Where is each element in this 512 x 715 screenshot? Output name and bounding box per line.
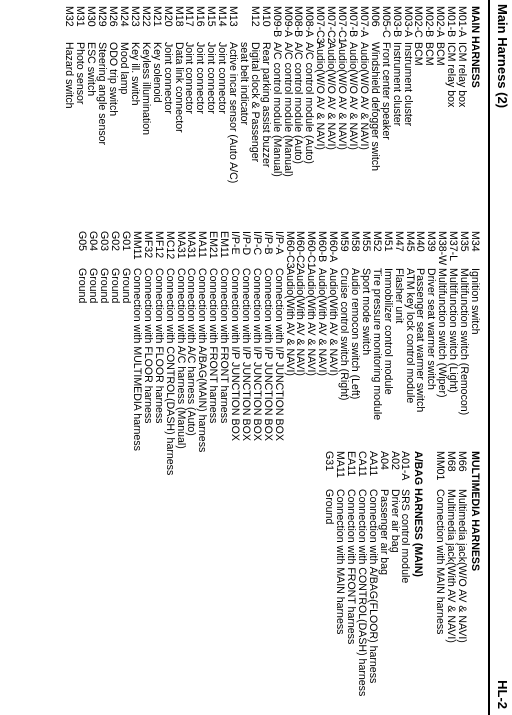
- connector-description: Audio(W/O AV & NAVI): [357, 42, 370, 150]
- connector-description: Driver air bag: [388, 489, 401, 553]
- connector-description: Instrument cluster: [390, 42, 403, 127]
- connector-row: [415, 231, 426, 475]
- connector-row: [336, 6, 347, 183]
- section-title: A/BAG HARNESS (MAIN): [412, 451, 425, 577]
- connector-code: M68: [445, 451, 458, 472]
- connector-row: [282, 6, 293, 183]
- connector-description: Connection with A/BAG(FLOOR) harness: [366, 489, 379, 684]
- connector-code: M66: [456, 451, 469, 472]
- connector-description: Connection with FRONT harness: [218, 268, 231, 424]
- column-left: [64, 6, 480, 183]
- connector-description: Joint connector: [183, 42, 196, 114]
- connector-row: [262, 231, 273, 475]
- connector-code: M06: [368, 6, 381, 27]
- connector-code: G01: [120, 231, 132, 252]
- connector-description: Connection with FRONT harness: [344, 489, 357, 645]
- connector-row: [445, 451, 456, 696]
- connector-code: M40: [414, 231, 427, 252]
- connector-description: Multifunction switch (Wiper): [436, 268, 449, 398]
- connector-code: M20: [161, 6, 174, 27]
- connector-row: [186, 231, 197, 475]
- connector-description: Audio(With AV & NAVI): [316, 268, 329, 376]
- connector-description: Joint connector: [161, 42, 174, 114]
- connector-row: [207, 231, 218, 475]
- connector-row: [323, 451, 334, 696]
- connector-description: Connection with MAIN harness: [334, 489, 347, 635]
- connector-code: M60-A: [327, 231, 340, 263]
- connector-row: [142, 231, 153, 475]
- column-middle: [76, 231, 480, 475]
- connector-row: [240, 231, 251, 475]
- connector-description: Multifunction switch (Light): [447, 268, 460, 393]
- connector-row: [295, 231, 306, 475]
- connector-row: [96, 6, 107, 183]
- connector-description: Connection with I/P JUNCTION BOX: [272, 268, 285, 441]
- connector-description: Ground: [98, 268, 111, 304]
- connector-row: [306, 231, 317, 475]
- connector-description: Ground: [87, 268, 100, 304]
- connector-row: [131, 231, 142, 475]
- connector-code: M51: [381, 231, 394, 252]
- connector-row: [314, 6, 325, 183]
- connector-code: M08-B: [292, 6, 305, 38]
- connector-row: [445, 6, 456, 183]
- connector-code: MA11: [334, 451, 347, 478]
- connector-description: Joint connector: [205, 42, 218, 114]
- connector-row: [378, 451, 389, 696]
- connector-description: Connection with CONTROL(DASH) harness: [355, 489, 368, 697]
- connector-row: [64, 6, 75, 183]
- connector-description: Active incar sensor (Auto A/C): [227, 42, 240, 184]
- connector-row: [345, 451, 356, 696]
- connector-description: Ground: [120, 268, 132, 304]
- connector-row: [456, 451, 467, 696]
- connector-code: MA31: [174, 231, 187, 259]
- connector-row: [98, 231, 109, 475]
- connector-code: M09-B: [270, 6, 283, 38]
- connector-row: [74, 6, 85, 183]
- connector-code: M59: [338, 231, 351, 252]
- connector-code: M17: [183, 6, 196, 27]
- connector-description: Front center speaker: [379, 42, 392, 140]
- connector-description: Windshield defogger switch: [368, 42, 381, 171]
- connector-code: M60-C1: [305, 231, 318, 269]
- connector-description: Steering angle sensor: [96, 42, 109, 146]
- connector-code: M10: [259, 6, 272, 27]
- connector-row: [389, 451, 400, 696]
- connector-row: [249, 6, 260, 183]
- connector-code: M23: [128, 6, 141, 27]
- connector-description: Ignition switch: [469, 268, 481, 335]
- connector-row: [85, 6, 96, 183]
- connector-description: BCM: [434, 42, 447, 66]
- connector-description: Audio(With AV & NAVI): [283, 268, 296, 376]
- connector-row: [109, 231, 120, 475]
- connector-code: M03-A: [401, 6, 414, 38]
- connector-row: [284, 231, 295, 475]
- connector-description: A/C control module (Manual): [281, 42, 294, 177]
- page-number: HL-2: [495, 680, 510, 709]
- connector-code: M09-A: [281, 6, 294, 38]
- connector-description: Rear parking assist buzzer: [259, 42, 272, 168]
- connector-row: [229, 231, 240, 475]
- connector-row: [87, 231, 98, 475]
- connector-description: Audio(With AV & NAVI): [294, 268, 307, 376]
- connector-description: Mood lamp: [118, 42, 130, 95]
- connector-code: M29: [96, 6, 109, 27]
- connector-description: Flasher unit: [392, 268, 405, 324]
- section-title: MULTIMEDIA HARNESS: [469, 451, 481, 572]
- connector-description: A/C control module (Auto): [303, 42, 316, 164]
- connector-description: Audio(W/O AV & NAVI): [314, 42, 327, 150]
- connector-description: Sport mode switch: [359, 268, 372, 356]
- connector-description: Connection with A/C harness (Auto): [185, 268, 198, 436]
- connector-description: ESC switch: [85, 42, 98, 97]
- connector-code: M08-A: [303, 6, 316, 38]
- connector-description: ATM key lock control module: [403, 268, 416, 404]
- connector-code: M32: [63, 6, 76, 27]
- connector-code: CA11: [355, 451, 368, 477]
- connector-row: [367, 451, 378, 696]
- connector-row: [238, 6, 249, 183]
- connector-description: Audio(W/O AV & NAVI): [325, 42, 338, 150]
- connector-row: [205, 6, 216, 183]
- connector-row: [304, 6, 315, 183]
- connector-row: [175, 231, 186, 475]
- connector-row: [153, 231, 164, 475]
- connector-description: Ground: [109, 268, 122, 304]
- connector-row: [216, 6, 227, 183]
- connector-code: M07-B: [347, 6, 360, 38]
- connector-row: [456, 6, 467, 183]
- connector-description: Driver seat warmer switch: [425, 268, 438, 390]
- connector-code: I/P-E: [229, 231, 242, 255]
- connector-description: Connection with MULTIMEDIA harness: [130, 268, 143, 451]
- connector-description: Connection with A/C harness (Manual): [174, 268, 187, 449]
- connector-row: [334, 451, 345, 696]
- connector-code: M16: [194, 6, 207, 27]
- section-spacer: [423, 451, 434, 696]
- connector-description: Digital clock & Passenger: [248, 42, 261, 163]
- connector-row: [434, 451, 445, 696]
- connector-code: MM11: [130, 231, 143, 260]
- header-divider: [488, 0, 490, 715]
- connector-code: M35: [458, 231, 471, 252]
- connector-code: I/P-B: [261, 231, 274, 255]
- connector-description: Passenger seat warmer switch: [414, 268, 427, 413]
- connector-code: M05-C: [379, 6, 392, 38]
- connector-code: M34: [469, 231, 481, 252]
- connector-description: Connection with I/P JUNCTION BOX: [229, 268, 242, 441]
- column-right: [323, 451, 480, 696]
- connector-code: M55: [359, 231, 372, 252]
- connector-row: [413, 6, 424, 183]
- connector-code: EM21: [207, 231, 220, 259]
- connector-code: M37-L: [447, 231, 460, 262]
- connector-code: M07-C3: [314, 6, 327, 44]
- connector-description: Audio(W/O AV & NAVI): [336, 42, 349, 150]
- connector-description: Multifunction switch (Remocon): [458, 268, 471, 416]
- connector-row: [349, 231, 360, 475]
- connector-code: G04: [87, 231, 100, 252]
- connector-code: M24: [118, 6, 130, 27]
- connector-code: M47: [392, 231, 405, 252]
- connector-description: Cruise control switch (Right): [338, 268, 351, 401]
- connector-code: M02-B: [423, 6, 436, 38]
- connector-row: [382, 231, 393, 475]
- connector-code: M22: [139, 6, 152, 27]
- connector-description: Instrument cluster: [401, 42, 414, 127]
- connector-code: M31: [74, 6, 87, 27]
- connector-description: seat belt indicator: [237, 42, 250, 126]
- connector-description: Immobilizer control module: [381, 268, 394, 395]
- connector-row: [184, 6, 195, 183]
- connector-code: A02: [388, 451, 401, 470]
- connector-description: Passenger air bag: [377, 489, 390, 575]
- connector-code: M02-C: [412, 6, 425, 38]
- page-title: Main Harness (2): [495, 4, 510, 109]
- connector-description: Connection with FLOOR harness: [141, 268, 154, 424]
- connector-row: [107, 6, 118, 183]
- connector-description: Keyless illumination: [139, 42, 152, 136]
- connector-code: MA11: [196, 231, 209, 258]
- connector-code: M07-C2: [325, 6, 338, 44]
- connector-description: Key ill. switch: [128, 42, 141, 106]
- connector-row: [391, 6, 402, 183]
- connector-description: Audio(W/O AV & NAVI): [347, 42, 360, 150]
- connector-description: ODO trip switch: [107, 42, 120, 117]
- connector-description: BCM: [423, 42, 436, 66]
- connector-description: Ground: [323, 489, 336, 525]
- connector-description: Photo sensor: [74, 42, 87, 105]
- connector-row: [404, 231, 415, 475]
- connector-row: [393, 231, 404, 475]
- connector-row: [400, 451, 411, 696]
- connector-description: SRS control module: [399, 489, 412, 584]
- connector-row: [164, 231, 175, 475]
- connector-row: [271, 6, 282, 183]
- connector-code: I/P-C: [250, 231, 263, 256]
- connector-code: M13: [227, 6, 240, 27]
- connector-row: [120, 231, 131, 475]
- connector-row: [469, 231, 480, 475]
- connector-code: M38-W: [436, 231, 449, 266]
- connector-description: Connection with FRONT harness: [207, 268, 220, 424]
- connector-description: Multimedia jack(With AV & NAVI): [445, 489, 458, 643]
- connector-description: Audio(With AV & NAVI): [305, 268, 318, 376]
- connector-description: Data link connector: [172, 42, 185, 133]
- connector-code: I/P-D: [239, 231, 252, 256]
- connector-description: Connection with A/BAG(MAIN) harness: [196, 268, 209, 453]
- connector-row: [140, 6, 151, 183]
- connector-row: [371, 231, 382, 475]
- connector-row: [402, 6, 413, 183]
- connector-row: [458, 231, 469, 475]
- connector-row: [434, 6, 445, 183]
- connector-description: Connection with FLOOR harness: [152, 268, 165, 424]
- connector-code: M21: [150, 6, 163, 27]
- connector-description: Connection with I/P JUNCTION BOX: [250, 268, 263, 441]
- connector-description: Hazard switch: [63, 42, 76, 109]
- connector-code: MC12: [163, 231, 176, 260]
- connector-code: M39: [425, 231, 438, 252]
- connector-row: [436, 231, 447, 475]
- connector-row: [356, 451, 367, 696]
- connector-code: M03-B: [390, 6, 403, 38]
- connector-row: [227, 6, 238, 183]
- connector-row: [129, 6, 140, 183]
- connector-code: MM01: [434, 451, 447, 481]
- connector-code: EM11: [218, 231, 231, 258]
- connector-description: Connection with CONTROL(DASH) harness: [163, 268, 176, 476]
- connector-row: [162, 6, 173, 183]
- connector-row: [218, 231, 229, 475]
- connector-row: [369, 6, 380, 183]
- connector-row: [76, 231, 87, 475]
- connector-code: M01-B: [445, 6, 458, 38]
- connector-row: [358, 6, 369, 183]
- connector-code: M15: [205, 6, 218, 27]
- connector-row: [273, 231, 284, 475]
- connector-code: M02-A: [434, 6, 447, 38]
- connector-description: Connection with I/P JUNCTION BOX: [261, 268, 274, 441]
- connector-code: I/P-A: [272, 231, 285, 255]
- connector-description: A/C control module (Manual): [270, 42, 283, 177]
- connector-description: Ground: [76, 268, 89, 304]
- connector-row: [251, 231, 262, 475]
- connector-description: BCM: [412, 42, 425, 66]
- connector-row: [196, 231, 207, 475]
- connector-description: Audio(With AV & NAVI): [327, 268, 340, 376]
- connector-code: M45: [403, 231, 416, 252]
- connector-code: G05: [76, 231, 89, 252]
- connector-code: M07-A: [357, 6, 370, 38]
- connector-row: [338, 231, 349, 475]
- connector-description: Audio remocon switch (Left): [349, 268, 362, 400]
- connector-code: G31: [323, 451, 336, 472]
- connector-code: EA11: [344, 451, 357, 477]
- connector-row: [194, 6, 205, 183]
- connector-code: AA11: [366, 451, 379, 477]
- connector-description: Key solenoid: [150, 42, 163, 103]
- connector-code: G03: [98, 231, 111, 252]
- connector-code: M52: [370, 231, 383, 252]
- connector-code: A04: [377, 451, 390, 470]
- connector-row: [173, 6, 184, 183]
- connector-row: [118, 6, 129, 183]
- connector-description: Connection with MAIN harness: [434, 489, 447, 635]
- connector-code: MF32: [141, 231, 154, 259]
- connector-description: Multimedia jack(W/O AV & NAVI): [456, 489, 469, 643]
- connector-code: MA31: [185, 231, 198, 259]
- connector-description: Connection with I/P JUNCTION BOX: [239, 268, 252, 441]
- section-title: MAIN HARNESS: [469, 6, 481, 88]
- connector-description: Joint connector: [194, 42, 207, 114]
- connector-row: [360, 231, 371, 475]
- connector-row: [293, 6, 304, 183]
- connector-code: M01-A: [456, 6, 469, 38]
- connector-row: [423, 6, 434, 183]
- connector-row: [151, 6, 162, 183]
- connector-description: ICM relay box: [456, 42, 469, 108]
- connector-code: G02: [109, 231, 122, 252]
- connector-description: Joint connector: [216, 42, 229, 114]
- connector-code: M07-C1: [336, 6, 349, 44]
- connector-code: M60-C2: [294, 231, 307, 269]
- connector-row: [380, 6, 391, 183]
- connector-row: [260, 6, 271, 183]
- connector-row: [447, 231, 458, 475]
- connector-row: [325, 6, 336, 183]
- connector-code: M60-B: [316, 231, 329, 263]
- connector-code: M12: [248, 6, 261, 27]
- connector-code: M14: [216, 6, 229, 27]
- connector-description: ICM relay box: [445, 42, 458, 108]
- connector-code: M60-C3: [283, 231, 296, 269]
- connector-row: [347, 6, 358, 183]
- connector-code: MF12: [152, 231, 165, 259]
- connector-code: M18: [172, 6, 185, 27]
- connector-row: [316, 231, 327, 475]
- connector-code: M58: [349, 231, 362, 252]
- connector-row: [425, 231, 436, 475]
- connector-description: A/C control module (Auto): [292, 42, 305, 164]
- connector-description: Tire pressure monitoring module: [370, 268, 383, 421]
- connector-code: [238, 6, 249, 42]
- connector-code: M26: [107, 6, 120, 27]
- connector-code: M30: [85, 6, 98, 27]
- connector-row: [327, 231, 338, 475]
- connector-code: A01-A: [399, 451, 412, 481]
